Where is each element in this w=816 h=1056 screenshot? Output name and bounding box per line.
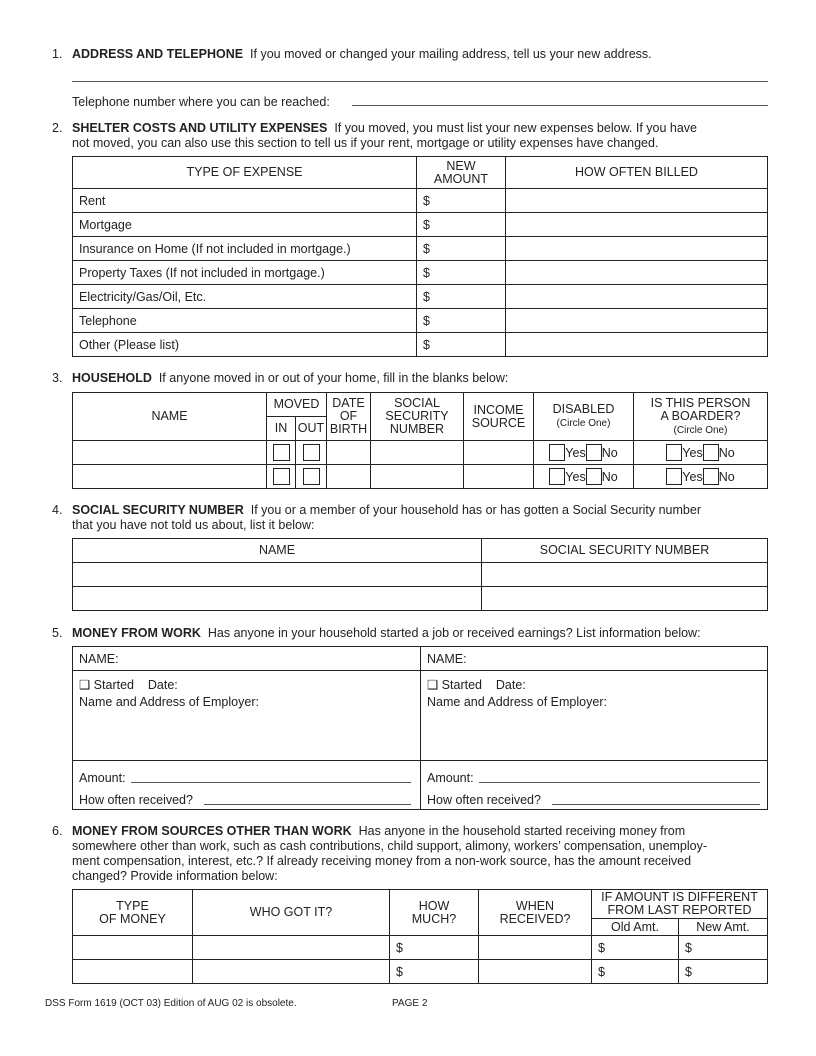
date-of-birth-cell[interactable] <box>327 465 371 489</box>
section-number: 2. <box>52 121 63 135</box>
boarder-cell <box>634 441 768 465</box>
header-disabled: DISABLED (Circle One) <box>534 393 634 441</box>
disabled-no-checkbox[interactable] <box>586 468 602 485</box>
income-source-cell[interactable] <box>464 441 534 465</box>
old-amount-cell[interactable] <box>592 960 679 984</box>
amount-field[interactable] <box>131 782 411 783</box>
expense-row <box>73 213 768 237</box>
moved-out-cell <box>296 465 327 489</box>
yes-label: Yes <box>565 445 586 460</box>
money-from-work-box <box>72 646 768 810</box>
other-money-table <box>72 889 768 984</box>
ssn-cell[interactable] <box>482 587 768 611</box>
disabled-yes-checkbox[interactable] <box>549 468 565 485</box>
section-instructions: Has anyone in your household started a job or received earnings? List information below: <box>207 626 701 640</box>
section-number: 5. <box>52 626 63 640</box>
section-instructions-cont: changed? Provide information below: <box>72 869 278 883</box>
other-money-row <box>73 960 768 984</box>
new-amount-cell[interactable] <box>417 213 506 237</box>
dollar-sign: $ <box>396 940 403 955</box>
header-boarder: IS THIS PERSON A BOARDER? (Circle One) <box>634 393 768 441</box>
how-often-billed-cell[interactable] <box>506 309 768 333</box>
header-who-got-it: WHO GOT IT? <box>193 890 390 936</box>
new-amount-cell[interactable] <box>417 189 506 213</box>
header-if-amount-different: IF AMOUNT IS DIFFERENT FROM LAST REPORTED <box>592 890 768 919</box>
section-instructions-cont: somewhere other than work, such as cash contributions, child support, alimony, workers’ compensation, unemploy- <box>72 839 708 853</box>
new-amount-cell[interactable] <box>417 333 506 357</box>
how-often-billed-cell[interactable] <box>506 237 768 261</box>
date-of-birth-cell[interactable] <box>327 441 371 465</box>
how-often-field[interactable] <box>552 804 760 805</box>
section-instructions: If you moved, you must list your new expenses below. If you have <box>334 121 698 135</box>
section-title: HOUSEHOLD <box>72 371 152 385</box>
section-title: MONEY FROM WORK <box>72 626 201 640</box>
yes-label: Yes <box>565 469 586 484</box>
phone-field[interactable] <box>352 105 768 106</box>
how-much-cell[interactable] <box>390 960 479 984</box>
boarder-no-checkbox[interactable] <box>703 444 719 461</box>
disabled-cell <box>534 441 634 465</box>
section-instructions: If you moved or changed your mailing address, tell us your new address. <box>250 47 652 61</box>
how-often-billed-cell[interactable] <box>506 261 768 285</box>
header-social-security-number: SOCIAL SECURITY NUMBER <box>371 393 464 441</box>
section-number: 6. <box>52 824 63 838</box>
employer-label: Name and Address of Employer: <box>79 695 259 709</box>
column-divider <box>420 647 421 809</box>
section-number: 3. <box>52 371 63 385</box>
moved-in-cell <box>267 441 296 465</box>
boarder-cell <box>634 465 768 489</box>
when-received-cell[interactable] <box>479 960 592 984</box>
ssn-table <box>72 538 768 611</box>
header-new-amount: NEW AMOUNT <box>417 157 506 189</box>
household-row <box>73 465 768 489</box>
boarder-options <box>634 468 767 485</box>
dollar-sign: $ <box>423 337 430 352</box>
new-amount-cell[interactable] <box>679 960 768 984</box>
moved-in-checkbox[interactable] <box>273 468 290 485</box>
expense-type: Insurance on Home (If not included in mortgage.) <box>73 237 417 261</box>
expense-type: Rent <box>73 189 417 213</box>
ssn-cell[interactable] <box>371 441 464 465</box>
type-of-money-cell[interactable] <box>73 960 193 984</box>
who-got-it-cell[interactable] <box>193 936 390 960</box>
section-instructions: If anyone moved in or out of your home, fill in the blanks below: <box>158 371 509 385</box>
expense-type: Property Taxes (If not included in mortgage.) <box>73 261 417 285</box>
header-how-much: HOW MUCH? <box>390 890 479 936</box>
how-much-cell[interactable] <box>390 936 479 960</box>
header-out: OUT <box>296 417 327 441</box>
section-number: 4. <box>52 503 63 517</box>
header-old-amount: Old Amt. <box>592 919 679 936</box>
dollar-sign: $ <box>598 940 605 955</box>
no-label: No <box>601 469 618 484</box>
when-received-cell[interactable] <box>479 936 592 960</box>
disabled-options <box>534 468 633 485</box>
expense-type: Telephone <box>73 309 417 333</box>
expense-row <box>73 189 768 213</box>
header-new-amount: New Amt. <box>679 919 768 936</box>
old-amount-cell[interactable] <box>592 936 679 960</box>
expense-row <box>73 285 768 309</box>
new-amount-cell[interactable] <box>417 309 506 333</box>
address-line[interactable] <box>72 81 768 82</box>
how-often-field[interactable] <box>204 804 411 805</box>
boarder-yes-checkbox[interactable] <box>666 444 682 461</box>
expense-type: Other (Please list) <box>73 333 417 357</box>
how-often-label: How often received? <box>427 793 541 807</box>
boarder-no-checkbox[interactable] <box>703 468 719 485</box>
amount-label: Amount: <box>79 771 126 785</box>
dollar-sign: $ <box>423 193 430 208</box>
header-type-of-expense: TYPE OF EXPENSE <box>73 157 417 189</box>
section-title: SOCIAL SECURITY NUMBER <box>72 503 244 517</box>
date-label: Date: <box>495 678 526 692</box>
dollar-sign: $ <box>423 313 430 328</box>
boarder-yes-checkbox[interactable] <box>666 468 682 485</box>
name-cell[interactable] <box>73 465 267 489</box>
no-label: No <box>601 445 618 460</box>
section-instructions: If you or a member of your household has or has gotten a Social Security number <box>250 503 701 517</box>
dollar-sign: $ <box>423 217 430 232</box>
dollar-sign: $ <box>685 964 692 979</box>
ssn-cell[interactable] <box>482 563 768 587</box>
section-instructions: Has anyone in the household started receiving money from <box>358 824 686 838</box>
expense-row <box>73 309 768 333</box>
section-title: MONEY FROM SOURCES OTHER THAN WORK <box>72 824 352 838</box>
type-of-money-cell[interactable] <box>73 936 193 960</box>
no-label: No <box>718 469 735 484</box>
how-often-billed-cell[interactable] <box>506 213 768 237</box>
header-moved: MOVED <box>267 393 327 417</box>
who-got-it-cell[interactable] <box>193 960 390 984</box>
expense-row <box>73 261 768 285</box>
header-name: NAME <box>73 539 482 563</box>
how-often-label: How often received? <box>79 793 193 807</box>
new-amount-cell[interactable] <box>417 285 506 309</box>
dollar-sign: $ <box>423 265 430 280</box>
disabled-cell <box>534 465 634 489</box>
header-social-security-number: SOCIAL SECURITY NUMBER <box>482 539 768 563</box>
name-label: NAME: <box>79 652 119 666</box>
header-how-often-billed: HOW OFTEN BILLED <box>506 157 768 189</box>
no-label: No <box>718 445 735 460</box>
header-date-of-birth: DATE OF BIRTH <box>327 393 371 441</box>
started-checkbox[interactable]: ❑ Started Date: <box>427 678 526 692</box>
name-cell[interactable] <box>73 563 482 587</box>
expense-row <box>73 237 768 261</box>
name-label: NAME: <box>427 652 467 666</box>
moved-out-cell <box>296 441 327 465</box>
header-type-of-money: TYPE OF MONEY <box>73 890 193 936</box>
header-in: IN <box>267 417 296 441</box>
page-number: PAGE 2 <box>392 998 428 1009</box>
name-cell[interactable] <box>73 441 267 465</box>
header-when-received: WHEN RECEIVED? <box>479 890 592 936</box>
name-cell[interactable] <box>73 587 482 611</box>
yes-label: Yes <box>682 445 703 460</box>
dollar-sign: $ <box>598 964 605 979</box>
household-table <box>72 392 768 489</box>
dollar-sign: $ <box>685 940 692 955</box>
moved-out-checkbox[interactable] <box>303 444 320 461</box>
section-number: 1. <box>52 47 63 61</box>
household-row <box>73 441 768 465</box>
how-often-billed-cell[interactable] <box>506 285 768 309</box>
other-money-row <box>73 936 768 960</box>
row-divider <box>73 670 767 671</box>
how-often-billed-cell[interactable] <box>506 333 768 357</box>
header-income-source: INCOME SOURCE <box>464 393 534 441</box>
expense-type: Mortgage <box>73 213 417 237</box>
date-label: Date: <box>147 678 178 692</box>
expense-type: Electricity/Gas/Oil, Etc. <box>73 285 417 309</box>
started-checkbox[interactable]: ❑ Started Date: <box>79 678 178 692</box>
row-divider <box>73 760 767 761</box>
employer-label: Name and Address of Employer: <box>427 695 607 709</box>
form-number: DSS Form 1619 (OCT 03) Edition of AUG 02 is obsolete. <box>45 998 297 1009</box>
dollar-sign: $ <box>396 964 403 979</box>
section-title: SHELTER COSTS AND UTILITY EXPENSES <box>72 121 328 135</box>
new-amount-cell[interactable] <box>417 261 506 285</box>
phone-label: Telephone number where you can be reached: <box>72 95 330 109</box>
amount-field[interactable] <box>479 782 760 783</box>
dollar-sign: $ <box>423 289 430 304</box>
how-often-billed-cell[interactable] <box>506 189 768 213</box>
disabled-options <box>534 444 633 461</box>
shelter-costs-table <box>72 156 768 357</box>
moved-out-checkbox[interactable] <box>303 468 320 485</box>
section-title: ADDRESS AND TELEPHONE <box>72 47 244 61</box>
new-amount-cell[interactable] <box>679 936 768 960</box>
disabled-no-checkbox[interactable] <box>586 444 602 461</box>
dollar-sign: $ <box>423 241 430 256</box>
ssn-cell[interactable] <box>371 465 464 489</box>
section-instructions-cont: ment compensation, interest, etc.? If already receiving money from a non-work source, has the amount received <box>72 854 692 868</box>
disabled-yes-checkbox[interactable] <box>549 444 565 461</box>
section-instructions-cont: not moved, you can also use this section to tell us if your rent, mortgage or utility expenses have changed. <box>72 136 659 150</box>
section-instructions-cont: that you have not told us about, list it below: <box>72 518 315 532</box>
yes-label: Yes <box>682 469 703 484</box>
moved-in-checkbox[interactable] <box>273 444 290 461</box>
new-amount-cell[interactable] <box>417 237 506 261</box>
moved-in-cell <box>267 465 296 489</box>
boarder-options <box>634 444 767 461</box>
expense-row <box>73 333 768 357</box>
header-name: NAME <box>73 393 267 441</box>
amount-label: Amount: <box>427 771 474 785</box>
income-source-cell[interactable] <box>464 465 534 489</box>
